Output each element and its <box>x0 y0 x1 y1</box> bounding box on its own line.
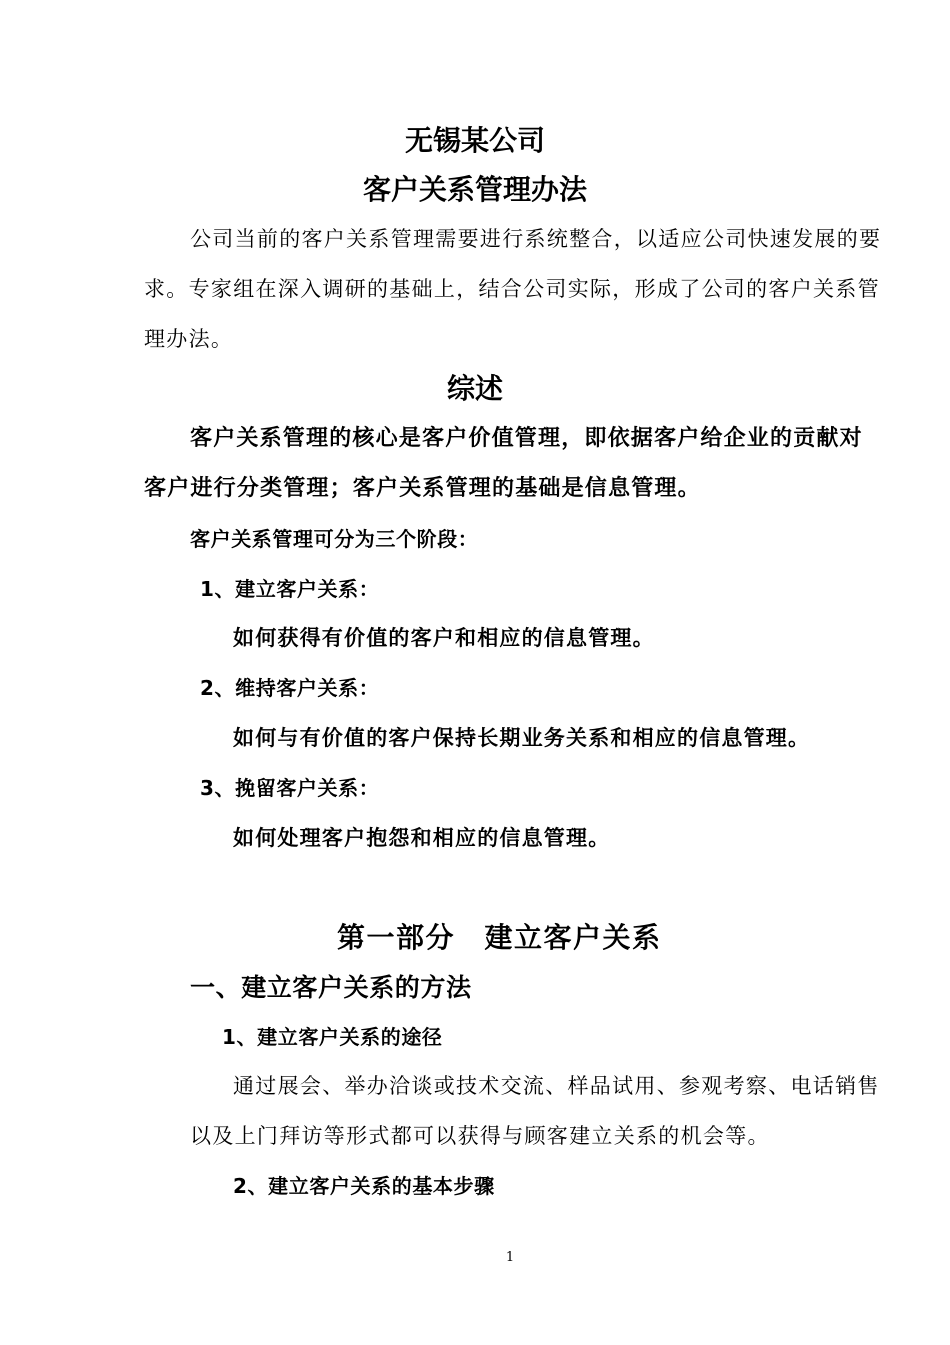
intro-line-2: 求。专家组在深入调研的基础上，结合公司实际，形成了公司的客户关系管 <box>144 277 880 301</box>
intro-line-3: 理办法。 <box>144 327 234 351</box>
item-1-text-line-1: 通过展会、举办洽谈或技术交流、样品试用、参观考察、电话销售 <box>233 1074 880 1098</box>
intro-line-1: 公司当前的客户关系管理需要进行系统整合，以适应公司快速发展的要 <box>190 227 882 251</box>
page-number: 1 <box>505 1250 515 1265</box>
stage-2-label: 2、维持客户关系： <box>200 676 380 700</box>
stage-3-desc: 如何处理客户抱怨和相应的信息管理。 <box>233 826 611 850</box>
overview-heading: 综述 <box>446 372 503 405</box>
stage-2-desc: 如何与有价值的客户保持长期业务关系和相应的信息管理。 <box>233 726 811 750</box>
overview-lead-line-2: 客户进行分类管理；客户关系管理的基础是信息管理。 <box>144 476 701 501</box>
overview-lead-line-1: 客户关系管理的核心是客户价值管理，即依据客户给企业的贡献对 <box>190 426 863 451</box>
stage-3-label: 3、挽留客户关系： <box>200 776 380 800</box>
document-title: 无锡某公司 <box>404 124 545 157</box>
item-1-heading: 1、建立客户关系的途径 <box>222 1025 443 1049</box>
stage-1-label: 1、建立客户关系： <box>200 577 380 601</box>
stages-intro: 客户关系管理可分为三个阶段： <box>190 527 479 551</box>
part-1-heading: 第一部分 建立客户关系 <box>337 921 662 954</box>
item-1-text-line-2: 以及上门拜访等形式都可以获得与顾客建立关系的机会等。 <box>190 1124 770 1148</box>
document-subtitle: 客户关系管理办法 <box>362 173 587 206</box>
section-1-heading: 一、建立客户关系的方法 <box>190 973 472 1002</box>
item-2-heading: 2、建立客户关系的基本步骤 <box>233 1174 495 1198</box>
stage-1-desc: 如何获得有价值的客户和相应的信息管理。 <box>233 626 655 650</box>
